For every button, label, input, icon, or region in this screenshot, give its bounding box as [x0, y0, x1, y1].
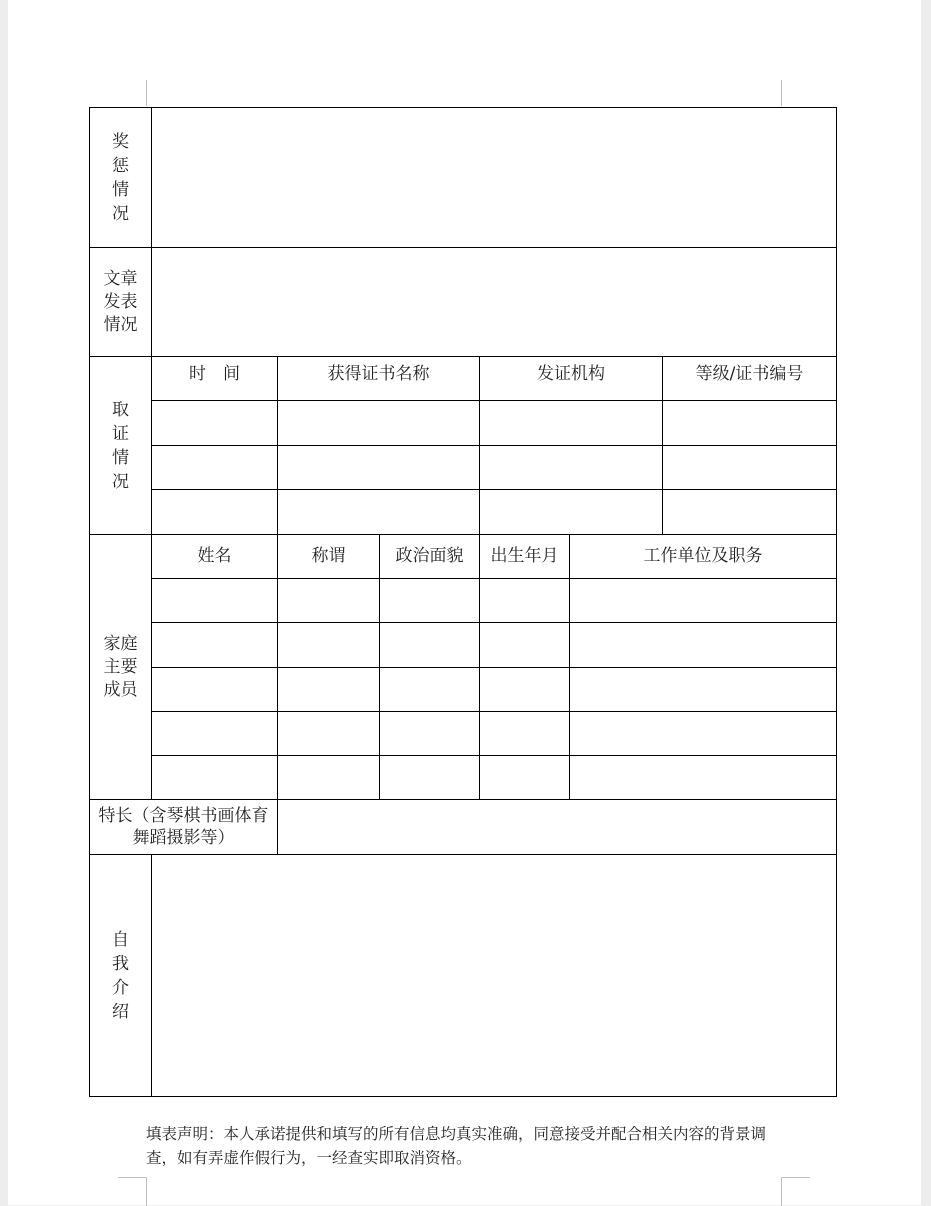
family-header-name-text: 姓名	[197, 546, 232, 566]
certs-row3-name[interactable]	[277, 489, 480, 535]
family-row4-employer[interactable]	[569, 711, 837, 756]
certs-header-number-text: 等级/证书编号	[695, 364, 804, 384]
certs-row2-number[interactable]	[662, 445, 837, 490]
specialty-field[interactable]	[277, 799, 837, 855]
family-row2-name[interactable]	[151, 622, 278, 668]
family-row2-birth[interactable]	[479, 622, 570, 668]
family-header-relation	[277, 534, 380, 579]
family-row1-employer[interactable]	[569, 578, 837, 623]
family-label: 家庭主要成员	[103, 633, 138, 700]
self-intro-label: 自我介绍	[112, 929, 129, 1022]
certs-header-time	[151, 356, 278, 401]
family-row1-birth[interactable]	[479, 578, 570, 623]
specialty-label-cell	[89, 799, 278, 855]
certs-header-number	[662, 356, 837, 401]
crop-mark-top-left	[146, 80, 147, 106]
family-row3-relation[interactable]	[277, 667, 380, 712]
articles-field[interactable]	[151, 247, 837, 357]
family-row5-employer[interactable]	[569, 755, 837, 800]
certs-label: 取证情况	[112, 399, 129, 492]
family-row5-relation[interactable]	[277, 755, 380, 800]
family-row3-name[interactable]	[151, 667, 278, 712]
certs-row2-issuer[interactable]	[479, 445, 663, 490]
certs-row1-issuer[interactable]	[479, 400, 663, 446]
rewards-label: 奖惩情况	[112, 131, 129, 224]
certs-row1-time[interactable]	[151, 400, 278, 446]
family-row4-birth[interactable]	[479, 711, 570, 756]
family-row1-relation[interactable]	[277, 578, 380, 623]
family-row4-relation[interactable]	[277, 711, 380, 756]
declaration-text: 填表声明：本人承诺提供和填写的所有信息均真实准确，同意接受并配合相关内容的背景调查，如有弄虚作假行为，一经查实即取消资格。	[146, 1125, 767, 1167]
certs-row1-number[interactable]	[662, 400, 837, 446]
family-header-name	[151, 534, 278, 579]
family-header-political-text: 政治面貌	[395, 546, 464, 566]
certs-header-name-text: 获得证书名称	[327, 364, 430, 384]
certs-row3-issuer[interactable]	[479, 489, 663, 535]
articles-label: 文章发表情况	[103, 268, 138, 335]
certs-row3-number[interactable]	[662, 489, 837, 535]
certs-header-issuer-text: 发证机构	[537, 364, 605, 384]
family-row3-employer[interactable]	[569, 667, 837, 712]
family-row2-political[interactable]	[379, 622, 480, 668]
rewards-field[interactable]	[151, 107, 837, 248]
certs-row2-time[interactable]	[151, 445, 278, 490]
certs-header-name	[277, 356, 480, 401]
family-row1-political[interactable]	[379, 578, 480, 623]
certs-header-time-text: 时 间	[189, 364, 240, 384]
family-row1-name[interactable]	[151, 578, 278, 623]
family-row4-political[interactable]	[379, 711, 480, 756]
family-row4-name[interactable]	[151, 711, 278, 756]
family-row3-birth[interactable]	[479, 667, 570, 712]
family-header-birth	[479, 534, 570, 579]
family-header-political	[379, 534, 480, 579]
crop-mark-bottom-left	[118, 1177, 147, 1206]
family-header-employer-text: 工作单位及职务	[643, 546, 763, 566]
certs-row2-name[interactable]	[277, 445, 480, 490]
family-row5-birth[interactable]	[479, 755, 570, 800]
certs-header-issuer	[479, 356, 663, 401]
family-header-employer	[569, 534, 837, 579]
crop-mark-top-right	[781, 80, 782, 106]
certs-label-cell	[89, 356, 152, 535]
application-form-table	[90, 108, 838, 1098]
family-row3-political[interactable]	[379, 667, 480, 712]
crop-mark-bottom-right	[781, 1177, 810, 1206]
family-header-relation-text: 称谓	[311, 546, 346, 566]
specialty-label: 特长（含琴棋书画体育舞蹈摄影等）	[98, 806, 269, 848]
family-row5-name[interactable]	[151, 755, 278, 800]
family-label-cell	[89, 534, 152, 800]
self-intro-field[interactable]	[151, 854, 837, 1097]
rewards-label-cell	[89, 107, 152, 248]
articles-label-cell	[89, 247, 152, 357]
self-intro-label-cell	[89, 854, 152, 1097]
certs-row1-name[interactable]	[277, 400, 480, 446]
certs-row3-time[interactable]	[151, 489, 278, 535]
family-row2-employer[interactable]	[569, 622, 837, 668]
family-row5-political[interactable]	[379, 755, 480, 800]
family-row2-relation[interactable]	[277, 622, 380, 668]
family-header-birth-text: 出生年月	[490, 546, 559, 566]
